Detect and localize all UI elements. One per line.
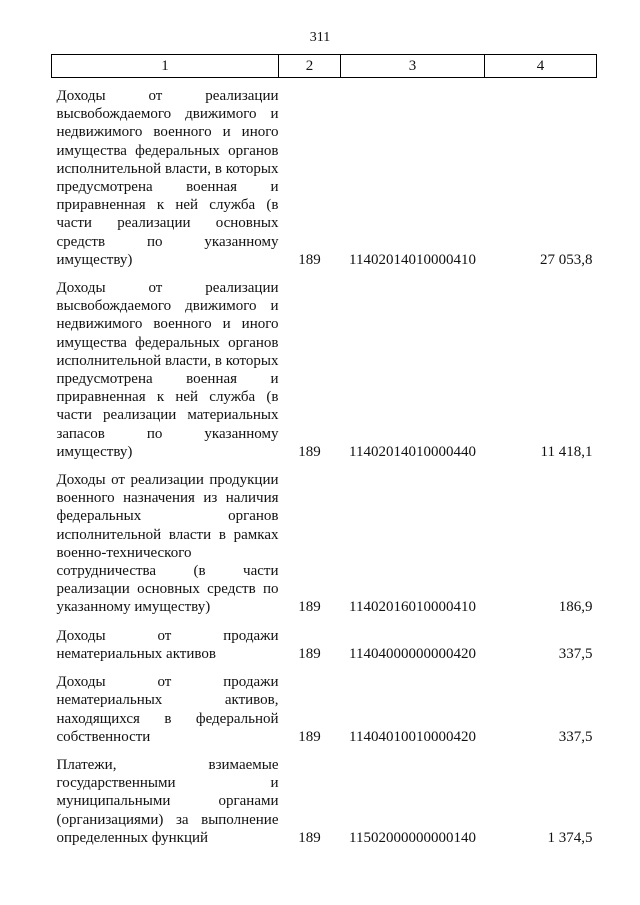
row-description-text: Доходы от реализации продукции военного назначения из наличия федеральных органов исполнительной власти в рамках военно-технического сотрудничества (в части реализации основных средств по указанному имуществу) (56, 472, 279, 616)
row-admin-code: 189 (298, 829, 321, 846)
table-row (52, 78, 597, 270)
row-budget-code: 11402016010000410 (349, 599, 476, 616)
row-amount: 337,5 (558, 728, 593, 745)
table-row (52, 746, 597, 847)
table-header (52, 55, 597, 78)
header-row (52, 55, 597, 78)
row-description (52, 617, 279, 663)
row-budget-code: 11402014010000440 (349, 443, 476, 460)
row-budget-code: 11404000000000420 (349, 645, 476, 662)
row-description-text: Доходы от реализации высвобождаемого движимого и недвижимого военного и иного имущества федеральных органов исполнительной власти, в которых предусмотрена военная и приравненная к ней служба (в части реализации основных средств по указанному имуществу) (56, 88, 279, 268)
row-description (52, 461, 279, 617)
revenue-table-container (51, 54, 596, 847)
row-description (52, 78, 279, 270)
page-number: 311 (309, 30, 331, 45)
row-budget-code: 11502000000000140 (349, 829, 476, 846)
header-col-1: 1 (52, 55, 279, 78)
row-admin-code: 189 (298, 728, 321, 745)
row-amount: 186,9 (558, 599, 593, 616)
row-description (52, 746, 279, 847)
row-amount: 1 374,5 (547, 829, 593, 846)
header-col-2: 2 (279, 55, 341, 78)
header-col-4: 4 (485, 55, 597, 78)
row-amount: 27 053,8 (540, 251, 593, 268)
table-row (52, 461, 597, 617)
revenue-table (51, 54, 597, 847)
row-amount: 337,5 (558, 645, 593, 662)
header-col-3: 3 (341, 55, 485, 78)
table-row (52, 269, 597, 461)
row-admin-code: 189 (298, 645, 321, 662)
row-description-text: Платежи, взимаемые государственными и муниципальными органами (организациями) за выполнение определенных функций (56, 756, 279, 846)
row-budget-code: 11404010010000420 (349, 728, 476, 745)
row-description-text: Доходы от продажи нематериальных активов, находящихся в федеральной собственности (56, 674, 279, 745)
row-description (52, 269, 279, 461)
row-admin-code: 189 (298, 599, 321, 616)
row-admin-code: 189 (298, 443, 321, 460)
row-description-text: Доходы от продажи нематериальных активов (56, 627, 279, 662)
row-description (52, 663, 279, 746)
row-admin-code: 189 (298, 251, 321, 268)
row-amount: 11 418,1 (540, 443, 593, 460)
table-row (52, 663, 597, 746)
table-body (52, 78, 597, 847)
row-budget-code: 11402014010000410 (349, 251, 476, 268)
table-row (52, 617, 597, 663)
row-description-text: Доходы от реализации высвобождаемого движимого и недвижимого военного и иного имущества федеральных органов исполнительной власти, в которых предусмотрена военная и приравненная к ней служба (в части реализации материальных запасов по указанному имуществу) (56, 280, 279, 460)
